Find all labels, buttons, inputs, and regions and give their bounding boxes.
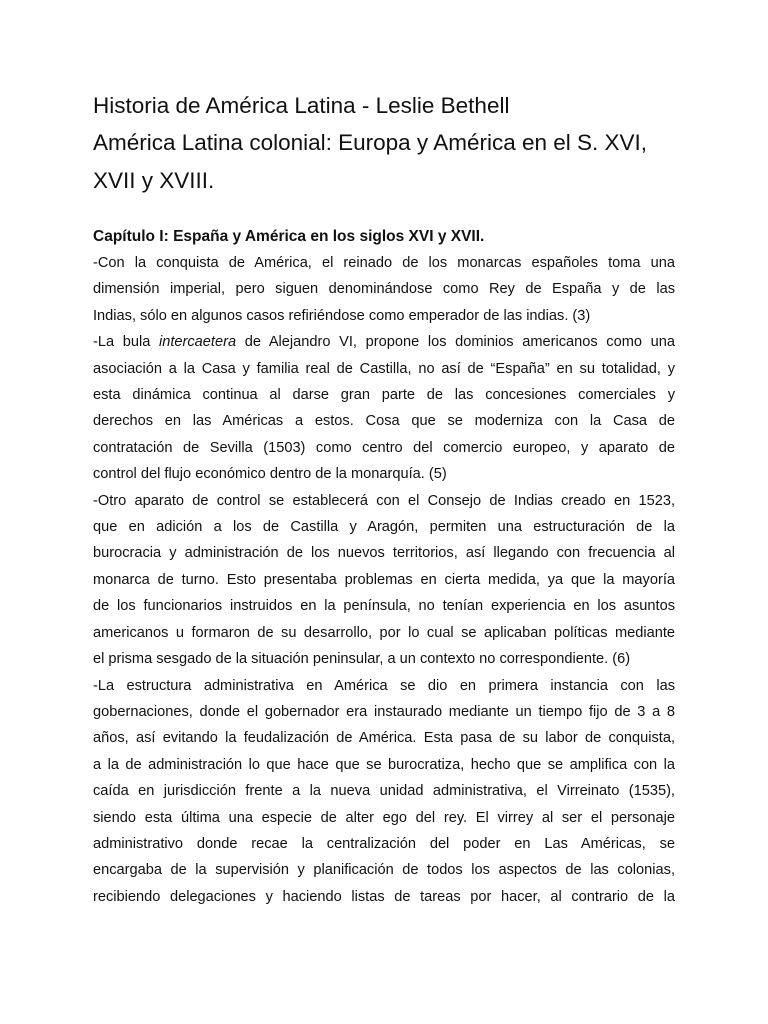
paragraph-line: monarca de turno. Esto presentaba problemas en cierta medida, ya que la mayoría <box>93 571 675 588</box>
subtitle-line-1: América Latina colonial: Europa y América en el S. XVI, <box>93 130 648 155</box>
document-page <box>93 88 675 910</box>
paragraph-line: el prisma sesgado de la situación peninsular, a un contexto no correspondiente. (6) <box>93 651 631 668</box>
paragraph-1 <box>93 250 675 329</box>
paragraph-line: -Con la conquista de América, el reinado de los monarcas españoles toma una <box>93 255 675 271</box>
italic-term: intercaetera <box>159 334 237 351</box>
paragraph-line: -La estructura administrativa en América se dio en primera instancia con las <box>93 677 675 694</box>
paragraph-text: -La bula <box>93 334 159 351</box>
paragraph-4 <box>93 673 675 911</box>
paragraph-line: contratación de Sevilla (1503) como centro del comercio europeo, y aparato de <box>93 439 675 456</box>
paragraph-line: de los funcionarios instruidos en la península, no tenían experiencia en los asuntos <box>93 598 675 615</box>
paragraph-line: que en adición a los de Castilla y Aragón, permiten una estructuración de la <box>93 519 675 536</box>
paragraph-line: Indias, sólo en algunos casos refiriéndose como emperador de las indias. (3) <box>93 307 591 324</box>
paragraph-line: caída en jurisdicción frente a la nueva unidad administrativa, el Virreinato (1535), <box>93 783 675 800</box>
paragraph-line: encargaba de la supervisión y planificación de todos los aspectos de las colonias, <box>93 862 675 879</box>
paragraph-line: burocracia y administración de los nuevos territorios, así llegando con frecuencia al <box>93 545 675 562</box>
paragraph-line: administrativo donde recae la centralización del poder en Las Américas, se <box>93 835 675 852</box>
paragraph-line: asociación a la Casa y familia real de Castilla, no así de “España” en su totalidad, y <box>93 360 675 377</box>
paragraph-2 <box>93 329 675 487</box>
paragraph-line <box>93 329 675 355</box>
paragraph-line: americanos u formaron de su desarrollo, por lo cual se aplicaban políticas mediante <box>93 624 675 641</box>
paragraph-line: siendo esta última una especie de alter ego del rey. El virrey al ser el personaje <box>93 809 675 826</box>
document-subtitle <box>93 124 675 200</box>
paragraph-line: gobernaciones, donde el gobernador era instaurado mediante un tiempo fijo de 3 a 8 <box>93 703 675 720</box>
chapter-heading: Capítulo I: España y América en los siglos XVI y XVII. <box>93 228 485 245</box>
paragraph-3 <box>93 488 675 673</box>
subtitle-line-2: XVII y XVIII. <box>93 168 215 193</box>
paragraph-line: años, así evitando la feudalización de América. Esta pasa de su labor de conquista, <box>93 730 675 747</box>
paragraph-line: dimensión imperial, pero siguen denominándose como Rey de España y de las <box>93 281 675 298</box>
paragraph-line: derechos en las Américas a estos. Cosa que se moderniza con la Casa de <box>93 413 675 430</box>
paragraph-line: esta dinámica continua al darse gran parte de las concesiones comerciales y <box>93 387 675 404</box>
paragraph-line: -Otro aparato de control se establecerá con el Consejo de Indias creado en 1523, <box>93 492 675 509</box>
paragraph-text: de Alejandro VI, propone los dominios americanos como una <box>236 334 675 351</box>
paragraph-line: control del flujo económico dentro de la monarquía. (5) <box>93 466 447 483</box>
paragraph-line: a la de administración lo que hace que se burocratiza, hecho que se amplifica con la <box>93 756 675 773</box>
document-title: Historia de América Latina - Leslie Bethell <box>93 93 510 118</box>
paragraph-line: recibiendo delegaciones y haciendo listas de tareas por hacer, al contrario de la <box>93 888 675 905</box>
